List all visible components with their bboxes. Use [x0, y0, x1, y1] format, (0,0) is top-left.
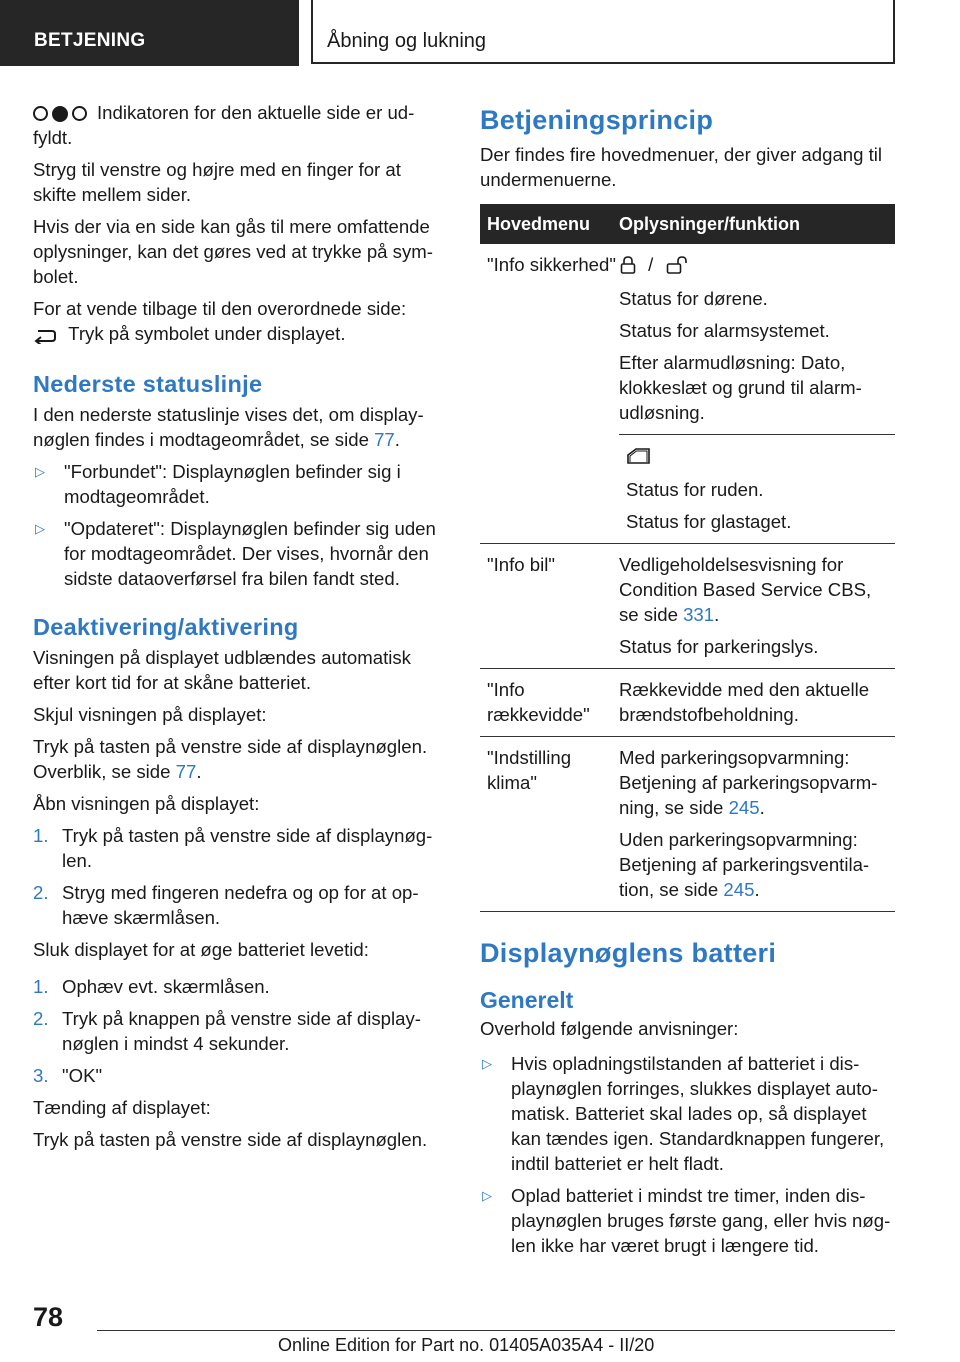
list-item: 2. Stryg med fingeren nedefra og op for at op‐hæve skærmlåsen.	[33, 882, 419, 928]
paragraph: Tænding af displayet:	[33, 1097, 211, 1118]
list-item: ▷ Hvis opladningstilstanden af batteriet i dis‐playnøglen forringes, slukkes displayet auto‐matisk. Batteriet skal lades op, så displayet kan tændes igen. Standardknappen fungerer, indtil batteriet er helt fladt.	[482, 1053, 885, 1174]
page-link[interactable]: 331	[683, 604, 715, 625]
page-indicator-icon	[33, 106, 87, 122]
list-item: 1. Ophæv evt. skærmlåsen.	[33, 976, 270, 997]
page-link[interactable]: 245	[728, 797, 760, 818]
paragraph: Åbn visningen på displayet:	[33, 793, 260, 814]
table-cell-menu: "Info bil"	[480, 544, 619, 669]
table-cell-menu: "Info rækkevidde"	[480, 669, 619, 737]
right-column	[480, 101, 895, 1265]
indicator-paragraph: Indikatoren for den aktuelle side er ud‐fyldt.	[33, 102, 415, 148]
paragraph: For at vende tilbage til den overordnede side: Tryk på symbolet under displayet.	[33, 298, 407, 344]
table-row	[480, 544, 895, 669]
section-title: BETJENING	[0, 0, 299, 66]
table-header-main-menu: Hovedmenu	[480, 204, 619, 244]
chapter-title: Åbning og lukning	[311, 0, 895, 64]
heading-general: Generelt	[480, 987, 574, 1013]
window-icon	[626, 446, 652, 466]
paragraph: Tryk på tasten på venstre side af displaynøglen. Overblik, se side 77.	[33, 736, 428, 782]
lock-closed-icon	[619, 255, 637, 275]
page-link[interactable]: 77	[374, 429, 395, 450]
table-cell-info: Rækkevidde med den aktuelle brændstofbeholdning.	[619, 669, 895, 737]
table-cell-info: Vedligeholdelsesvisning for Condition Based Service CBS, se side 331. Status for parkeringslys.	[619, 544, 895, 669]
page-header	[0, 0, 960, 66]
heading-deactivation: Deaktivering/aktivering	[33, 614, 299, 640]
paragraph: Der findes fire hovedmenuer, der giver adgang til undermenuerne.	[480, 144, 883, 190]
paragraph: Overhold følgende anvisninger:	[480, 1018, 739, 1039]
list-item: 2. Tryk på knappen på venstre side af display‐nøglen i mindst 4 sekunder.	[33, 1008, 421, 1054]
paragraph: Hvis der via en side kan gås til mere omfattende oplysninger, kan det gøres ved at trykke på sym‐bolet.	[33, 216, 433, 287]
paragraph: Skjul visningen på displayet:	[33, 704, 267, 725]
table-row	[480, 244, 895, 435]
bullet-marker-icon: ▷	[482, 1056, 492, 1071]
paragraph: I den nederste statuslinje vises det, om display‐nøglen findes i modtageområdet, se side 77.	[33, 404, 424, 450]
lock-open-icon	[665, 255, 691, 275]
heading-operating-principle: Betjeningsprincip	[480, 105, 714, 135]
paragraph: Stryg til venstre og højre med en finger for at skifte mellem sider.	[33, 159, 401, 205]
page-number: 78	[33, 1302, 64, 1332]
list-item: ▷ "Opdateret": Displaynøglen befinder sig uden for modtageområdet. Der vises, hvornår den sidste dataoverførsel fra bilen fandt sted.	[35, 518, 436, 589]
bullet-marker-icon: ▷	[35, 521, 45, 536]
bullet-marker-icon: ▷	[482, 1188, 492, 1203]
paragraph: Tryk på tasten på venstre side af displaynøglen.	[33, 1129, 428, 1150]
list-item: ▷ "Forbundet": Displaynøglen befinder sig i modtageområdet.	[35, 461, 401, 507]
footer-edition: Online Edition for Part no. 01405A035A4 - II/20	[278, 1335, 655, 1355]
bullet-marker-icon: ▷	[35, 464, 45, 479]
page-link[interactable]: 77	[175, 761, 197, 782]
heading-status-line: Nederste statuslinje	[33, 371, 263, 397]
list-item: 3. "OK"	[33, 1065, 103, 1086]
table-header-info: Oplysninger/funktion	[619, 204, 895, 244]
table-cell-info: Status for ruden. Status for glastaget.	[619, 435, 895, 544]
heading-battery: Displaynøglens batteri	[480, 938, 777, 968]
page-link[interactable]: 245	[723, 879, 755, 900]
table-row	[480, 669, 895, 737]
table-cell-info: Med parkeringsopvarmning: Betjening af parkeringsopvarm‐ning, se side 245. Uden parkeringsopvarmning: Betjening af parkeringsventila‐tion, se side 245.	[619, 737, 895, 912]
list-item: 1. Tryk på tasten på venstre side af displaynøg‐len.	[33, 825, 433, 871]
table-cell-info: / Status for dørene. Status for alarmsystemet. Efter alarmudløsning: Dato, klokkeslæt og grund til alarm‐udløsning.	[619, 244, 895, 435]
table-cell-menu: "Info sikkerhed"	[480, 244, 619, 544]
table-cell-menu: "Indstilling klima"	[480, 737, 619, 912]
list-item: ▷ Oplad batteriet i mindst tre timer, inden dis‐playnøglen bruges første gang, eller hvis nøg‐len ikke har været brugt i længere tid.	[482, 1185, 891, 1256]
menu-table	[480, 204, 895, 912]
left-column	[33, 100, 448, 1159]
table-row	[480, 737, 895, 912]
paragraph: Visningen på displayet udblændes automatisk efter kort tid for at skåne batteriet.	[33, 647, 411, 693]
paragraph: Sluk displayet for at øge batteriet levetid:	[33, 939, 369, 960]
back-arrow-icon	[33, 328, 57, 344]
